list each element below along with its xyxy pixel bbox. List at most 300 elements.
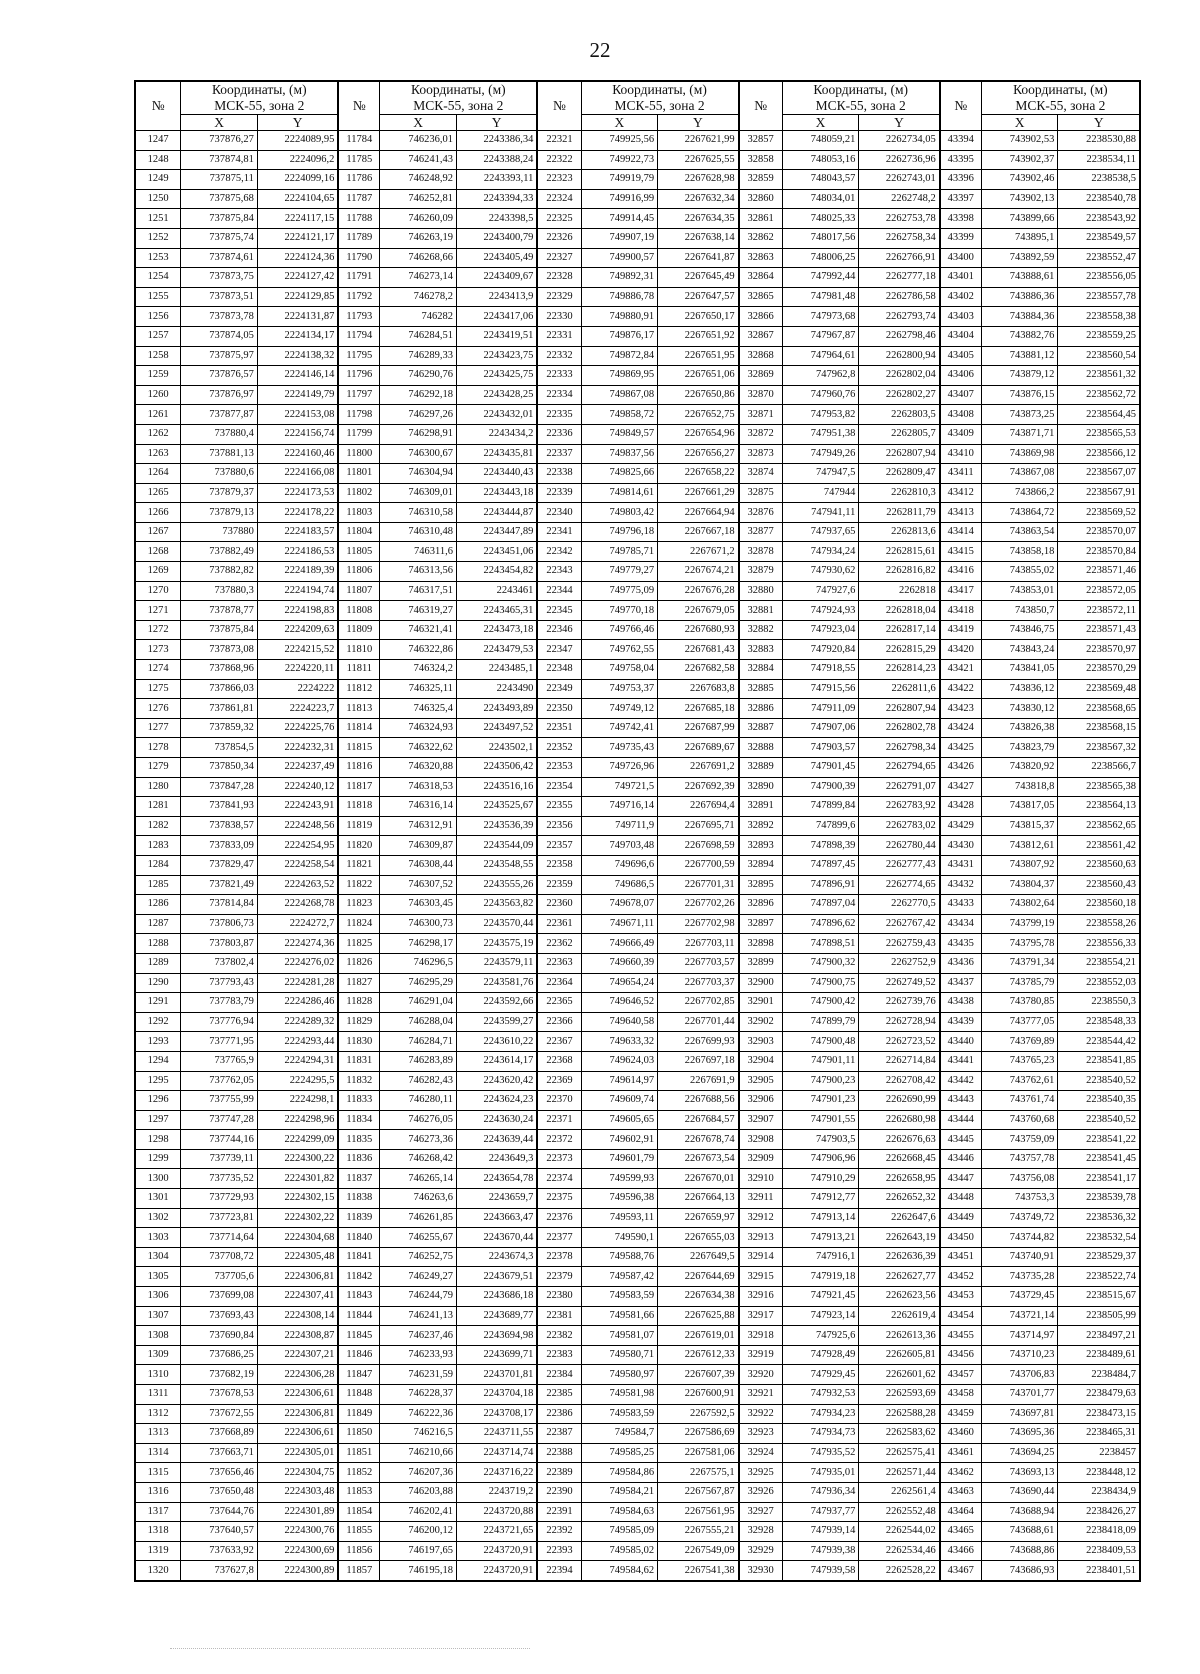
table-row [135, 1287, 1140, 1307]
y-coordinate: 2243405,49 [456, 248, 537, 268]
x-coordinate: 743902,13 [981, 189, 1058, 209]
table-row [135, 738, 1140, 758]
point-number: 43424 [940, 718, 982, 738]
point-number: 22387 [537, 1424, 581, 1444]
x-coordinate: 746295,29 [380, 973, 457, 993]
y-coordinate: 2243624,23 [456, 1091, 537, 1111]
x-coordinate: 737686,25 [181, 1345, 258, 1365]
table-row [135, 1345, 1140, 1365]
x-coordinate: 743714,97 [981, 1326, 1058, 1346]
coords-label: Координаты, (м) [612, 82, 707, 97]
table-row [135, 1541, 1140, 1561]
point-number: 32890 [739, 777, 783, 797]
y-coordinate: 2224099,16 [257, 170, 338, 190]
point-number: 32858 [739, 150, 783, 170]
point-number: 22337 [537, 444, 581, 464]
point-number: 32924 [739, 1443, 783, 1463]
x-coordinate: 743863,54 [981, 522, 1058, 542]
y-coordinate: 2262802,04 [859, 366, 940, 386]
x-coordinate: 743744,82 [981, 1228, 1058, 1248]
x-coordinate: 747915,56 [782, 679, 859, 699]
y-coordinate: 2243720,91 [456, 1541, 537, 1561]
y-coordinate: 2243599,27 [456, 1012, 537, 1032]
x-coordinate: 749753,37 [581, 679, 658, 699]
x-coordinate: 746304,94 [380, 464, 457, 484]
y-coordinate: 2224096,2 [257, 150, 338, 170]
point-number: 32859 [739, 170, 783, 190]
x-coordinate: 737739,11 [181, 1149, 258, 1169]
x-coordinate: 746324,2 [380, 660, 457, 680]
y-coordinate: 2262798,34 [859, 738, 940, 758]
x-coordinate: 749758,04 [581, 660, 658, 680]
x-coordinate: 737640,57 [181, 1522, 258, 1542]
x-coordinate: 749584,62 [581, 1561, 658, 1581]
table-row [135, 1091, 1140, 1111]
y-coordinate: 2267698,59 [658, 836, 739, 856]
x-coordinate: 747898,39 [782, 836, 859, 856]
point-number: 32899 [739, 953, 783, 973]
point-number: 32907 [739, 1110, 783, 1130]
point-number: 22333 [537, 366, 581, 386]
y-coordinate: 2238560,43 [1058, 875, 1140, 895]
x-header: X [981, 115, 1058, 131]
x-coordinate: 746300,67 [380, 444, 457, 464]
point-number: 43465 [940, 1522, 982, 1542]
y-coordinate: 2238561,42 [1058, 836, 1140, 856]
x-coordinate: 746261,85 [380, 1208, 457, 1228]
point-number: 11847 [338, 1365, 380, 1385]
y-coordinate: 2238540,78 [1058, 189, 1140, 209]
point-number: 22356 [537, 816, 581, 836]
y-coordinate: 2243686,18 [456, 1287, 537, 1307]
x-coordinate: 747896,91 [782, 875, 859, 895]
point-number: 43419 [940, 620, 982, 640]
y-coordinate: 2224186,53 [257, 542, 338, 562]
y-coordinate: 2224298,1 [257, 1091, 338, 1111]
x-coordinate: 737874,61 [181, 248, 258, 268]
table-row [135, 522, 1140, 542]
point-number: 1297 [135, 1110, 181, 1130]
table-row [135, 444, 1140, 464]
point-number: 22384 [537, 1365, 581, 1385]
x-coordinate: 749742,41 [581, 718, 658, 738]
point-number: 1290 [135, 973, 181, 993]
point-number: 22357 [537, 836, 581, 856]
table-row [135, 562, 1140, 582]
y-coordinate: 2267652,75 [658, 405, 739, 425]
y-coordinate: 2224220,11 [257, 660, 338, 680]
point-number: 32926 [739, 1482, 783, 1502]
y-coordinate: 2267683,8 [658, 679, 739, 699]
x-coordinate: 743777,05 [981, 1012, 1058, 1032]
point-number: 1269 [135, 562, 181, 582]
point-number: 32927 [739, 1502, 783, 1522]
y-header: Y [456, 115, 537, 131]
x-coordinate: 737866,03 [181, 679, 258, 699]
x-coordinate: 743882,76 [981, 326, 1058, 346]
x-coordinate: 743850,7 [981, 601, 1058, 621]
y-coordinate: 2224189,39 [257, 562, 338, 582]
table-row [135, 248, 1140, 268]
y-coordinate: 2224173,53 [257, 483, 338, 503]
y-coordinate: 2224209,63 [257, 620, 338, 640]
point-number: 1301 [135, 1189, 181, 1209]
y-coordinate: 2267661,29 [658, 483, 739, 503]
point-number: 11785 [338, 150, 380, 170]
point-number: 1252 [135, 228, 181, 248]
x-coordinate: 743769,89 [981, 1032, 1058, 1052]
table-row [135, 1404, 1140, 1424]
table-row [135, 483, 1140, 503]
x-coordinate: 743812,61 [981, 836, 1058, 856]
point-number: 1306 [135, 1287, 181, 1307]
table-row [135, 189, 1140, 209]
y-coordinate: 2262817,14 [859, 620, 940, 640]
x-coordinate: 746278,2 [380, 287, 457, 307]
x-coordinate: 749749,12 [581, 699, 658, 719]
y-coordinate: 2224298,96 [257, 1110, 338, 1130]
x-coordinate: 747934,24 [782, 542, 859, 562]
x-coordinate: 746233,93 [380, 1345, 457, 1365]
point-number: 1281 [135, 797, 181, 817]
y-coordinate: 2267664,94 [658, 503, 739, 523]
x-coordinate: 737729,93 [181, 1189, 258, 1209]
point-number: 22359 [537, 875, 581, 895]
x-coordinate: 737881,13 [181, 444, 258, 464]
x-coordinate: 737644,76 [181, 1502, 258, 1522]
table-row [135, 464, 1140, 484]
coords-header [981, 81, 1140, 115]
point-number: 1295 [135, 1071, 181, 1091]
x-coordinate: 748043,57 [782, 170, 859, 190]
x-coordinate: 743686,93 [981, 1561, 1058, 1581]
x-coordinate: 743697,81 [981, 1404, 1058, 1424]
x-coordinate: 737861,81 [181, 699, 258, 719]
y-coordinate: 2224300,69 [257, 1541, 338, 1561]
x-coordinate: 746252,75 [380, 1247, 457, 1267]
y-coordinate: 2243409,67 [456, 268, 537, 288]
y-coordinate: 2243497,52 [456, 718, 537, 738]
x-coordinate: 747951,38 [782, 424, 859, 444]
y-coordinate: 2243592,66 [456, 993, 537, 1013]
y-coordinate: 2267656,27 [658, 444, 739, 464]
x-coordinate: 737876,57 [181, 366, 258, 386]
point-number: 32893 [739, 836, 783, 856]
x-coordinate: 747923,14 [782, 1306, 859, 1326]
x-coordinate: 737877,87 [181, 405, 258, 425]
y-coordinate: 2267644,69 [658, 1267, 739, 1287]
point-number: 11854 [338, 1502, 380, 1522]
table-row [135, 1208, 1140, 1228]
table-row [135, 1012, 1140, 1032]
x-coordinate: 743841,05 [981, 660, 1058, 680]
y-coordinate: 2238560,63 [1058, 855, 1140, 875]
x-coordinate: 746280,11 [380, 1091, 457, 1111]
point-number: 1280 [135, 777, 181, 797]
x-coordinate: 749711,9 [581, 816, 658, 836]
x-header: X [782, 115, 859, 131]
table-row [135, 679, 1140, 699]
y-coordinate: 2238564,13 [1058, 797, 1140, 817]
y-coordinate: 2267619,01 [658, 1326, 739, 1346]
x-coordinate: 747927,6 [782, 581, 859, 601]
y-coordinate: 2262734,05 [859, 131, 940, 151]
point-number: 32860 [739, 189, 783, 209]
coords-header [380, 81, 538, 115]
x-coordinate: 737833,09 [181, 836, 258, 856]
y-coordinate: 2238543,92 [1058, 209, 1140, 229]
table-row [135, 268, 1140, 288]
y-coordinate: 2243428,25 [456, 385, 537, 405]
x-coordinate: 743836,12 [981, 679, 1058, 699]
x-coordinate: 749803,42 [581, 503, 658, 523]
x-coordinate: 746203,88 [380, 1482, 457, 1502]
x-coordinate: 737882,49 [181, 542, 258, 562]
point-number: 11830 [338, 1032, 380, 1052]
x-coordinate: 747941,11 [782, 503, 859, 523]
y-coordinate: 2262807,94 [859, 444, 940, 464]
point-number: 32878 [739, 542, 783, 562]
x-coordinate: 746237,46 [380, 1326, 457, 1346]
table-row [135, 1326, 1140, 1346]
y-coordinate: 2238572,11 [1058, 601, 1140, 621]
y-coordinate: 2262690,99 [859, 1091, 940, 1111]
x-coordinate: 743881,12 [981, 346, 1058, 366]
y-coordinate: 2267684,57 [658, 1110, 739, 1130]
x-coordinate: 747939,14 [782, 1522, 859, 1542]
y-coordinate: 2238522,74 [1058, 1267, 1140, 1287]
point-number: 43460 [940, 1424, 982, 1444]
point-number: 32871 [739, 405, 783, 425]
point-number: 1282 [135, 816, 181, 836]
y-coordinate: 2238571,46 [1058, 562, 1140, 582]
point-number: 22321 [537, 131, 581, 151]
y-coordinate: 2224304,75 [257, 1463, 338, 1483]
x-coordinate: 743843,24 [981, 640, 1058, 660]
x-coordinate: 746236,01 [380, 131, 457, 151]
point-number: 22394 [537, 1561, 581, 1581]
x-coordinate: 746241,13 [380, 1306, 457, 1326]
y-coordinate: 2238426,27 [1058, 1502, 1140, 1522]
table-row [135, 366, 1140, 386]
y-coordinate: 2224306,81 [257, 1267, 338, 1287]
y-coordinate: 2238570,84 [1058, 542, 1140, 562]
point-number: 11794 [338, 326, 380, 346]
point-number: 32864 [739, 268, 783, 288]
y-coordinate: 2267678,74 [658, 1130, 739, 1150]
y-coordinate: 2267634,38 [658, 1287, 739, 1307]
point-number: 1294 [135, 1051, 181, 1071]
point-number: 1302 [135, 1208, 181, 1228]
x-coordinate: 747900,32 [782, 953, 859, 973]
x-coordinate: 747935,01 [782, 1463, 859, 1483]
x-coordinate: 743759,09 [981, 1130, 1058, 1150]
x-coordinate: 747939,58 [782, 1561, 859, 1581]
x-coordinate: 749583,59 [581, 1287, 658, 1307]
y-coordinate: 2262794,65 [859, 758, 940, 778]
y-coordinate: 2262805,7 [859, 424, 940, 444]
x-coordinate: 746222,36 [380, 1404, 457, 1424]
table-row [135, 855, 1140, 875]
y-coordinate: 2267701,31 [658, 875, 739, 895]
y-coordinate: 2224166,08 [257, 464, 338, 484]
x-coordinate: 747900,39 [782, 777, 859, 797]
y-coordinate: 2267651,06 [658, 366, 739, 386]
x-coordinate: 737802,4 [181, 953, 258, 973]
point-number: 43453 [940, 1287, 982, 1307]
x-coordinate: 747901,55 [782, 1110, 859, 1130]
x-coordinate: 746197,65 [380, 1541, 457, 1561]
point-number: 32925 [739, 1463, 783, 1483]
x-coordinate: 746282,43 [380, 1071, 457, 1091]
y-coordinate: 2262636,39 [859, 1247, 940, 1267]
y-coordinate: 2243485,1 [456, 660, 537, 680]
y-coordinate: 2267703,11 [658, 934, 739, 954]
x-coordinate: 746216,5 [380, 1424, 457, 1444]
point-number: 11832 [338, 1071, 380, 1091]
y-coordinate: 2243689,77 [456, 1306, 537, 1326]
y-coordinate: 2267692,39 [658, 777, 739, 797]
y-coordinate: 2267581,06 [658, 1443, 739, 1463]
table-row [135, 601, 1140, 621]
x-coordinate: 746300,73 [380, 914, 457, 934]
point-number: 22323 [537, 170, 581, 190]
table-row [135, 131, 1140, 151]
y-coordinate: 2238544,42 [1058, 1032, 1140, 1052]
y-coordinate: 2238571,43 [1058, 620, 1140, 640]
y-coordinate: 2238465,31 [1058, 1424, 1140, 1444]
y-coordinate: 2262583,62 [859, 1424, 940, 1444]
x-coordinate: 747896,62 [782, 914, 859, 934]
x-coordinate: 737663,71 [181, 1443, 258, 1463]
point-number: 32918 [739, 1326, 783, 1346]
x-coordinate: 747992,44 [782, 268, 859, 288]
y-coordinate: 2238541,85 [1058, 1051, 1140, 1071]
x-coordinate: 737821,49 [181, 875, 258, 895]
point-number: 43417 [940, 581, 982, 601]
y-coordinate: 2262743,01 [859, 170, 940, 190]
x-coordinate: 746325,4 [380, 699, 457, 719]
x-coordinate: 747947,5 [782, 464, 859, 484]
x-coordinate: 737880,6 [181, 464, 258, 484]
y-coordinate: 2262783,92 [859, 797, 940, 817]
point-number: 11833 [338, 1091, 380, 1111]
point-number: 1305 [135, 1267, 181, 1287]
point-number: 11806 [338, 562, 380, 582]
table-row [135, 228, 1140, 248]
y-coordinate: 2224294,31 [257, 1051, 338, 1071]
x-coordinate: 737873,51 [181, 287, 258, 307]
y-coordinate: 2243708,17 [456, 1404, 537, 1424]
x-coordinate: 746260,09 [380, 209, 457, 229]
point-number: 22334 [537, 385, 581, 405]
point-number: 1278 [135, 738, 181, 758]
y-coordinate: 2267650,86 [658, 385, 739, 405]
x-coordinate: 743853,01 [981, 581, 1058, 601]
y-coordinate: 2224274,36 [257, 934, 338, 954]
y-coordinate: 2262575,41 [859, 1443, 940, 1463]
y-coordinate: 2267694,4 [658, 797, 739, 817]
coordinates-table [134, 80, 1141, 1582]
y-coordinate: 2224276,02 [257, 953, 338, 973]
x-coordinate: 743830,12 [981, 699, 1058, 719]
x-coordinate: 747967,87 [782, 326, 859, 346]
point-number: 11844 [338, 1306, 380, 1326]
point-number: 1260 [135, 385, 181, 405]
y-coordinate: 2262588,28 [859, 1404, 940, 1424]
y-coordinate: 2238473,15 [1058, 1404, 1140, 1424]
x-coordinate: 749585,25 [581, 1443, 658, 1463]
table-row [135, 1502, 1140, 1522]
x-coordinate: 737875,74 [181, 228, 258, 248]
y-coordinate: 2224300,22 [257, 1149, 338, 1169]
y-coordinate: 2267659,97 [658, 1208, 739, 1228]
x-coordinate: 749671,11 [581, 914, 658, 934]
y-coordinate: 2238541,45 [1058, 1149, 1140, 1169]
y-coordinate: 2267691,9 [658, 1071, 739, 1091]
point-number: 43467 [940, 1561, 982, 1581]
num-header: № [338, 81, 380, 131]
x-coordinate: 749814,61 [581, 483, 658, 503]
y-coordinate: 2243563,82 [456, 895, 537, 915]
point-number: 1285 [135, 875, 181, 895]
y-coordinate: 2238554,21 [1058, 953, 1140, 973]
x-coordinate: 747936,34 [782, 1482, 859, 1502]
point-number: 32920 [739, 1365, 783, 1385]
x-coordinate: 749596,38 [581, 1189, 658, 1209]
y-coordinate: 2243670,44 [456, 1228, 537, 1248]
x-coordinate: 747897,45 [782, 855, 859, 875]
point-number: 43433 [940, 895, 982, 915]
y-coordinate: 2243419,51 [456, 326, 537, 346]
x-coordinate: 747900,42 [782, 993, 859, 1013]
x-coordinate: 749583,59 [581, 1404, 658, 1424]
y-coordinate: 2262613,36 [859, 1326, 940, 1346]
point-number: 43429 [940, 816, 982, 836]
system-label: МСК-55, зона 2 [1015, 98, 1106, 113]
y-coordinate: 2262811,6 [859, 679, 940, 699]
table-row [135, 150, 1140, 170]
x-coordinate: 737838,57 [181, 816, 258, 836]
point-number: 22324 [537, 189, 581, 209]
point-number: 1283 [135, 836, 181, 856]
x-coordinate: 746291,04 [380, 993, 457, 1013]
x-header: X [380, 115, 457, 131]
point-number: 43409 [940, 424, 982, 444]
x-coordinate: 747937,77 [782, 1502, 859, 1522]
point-number: 22386 [537, 1404, 581, 1424]
y-coordinate: 2224306,61 [257, 1385, 338, 1405]
x-coordinate: 743762,61 [981, 1071, 1058, 1091]
y-coordinate: 2238558,26 [1058, 914, 1140, 934]
point-number: 22360 [537, 895, 581, 915]
point-number: 22332 [537, 346, 581, 366]
x-header: X [181, 115, 258, 131]
table-row [135, 1561, 1140, 1581]
point-number: 11810 [338, 640, 380, 660]
y-coordinate: 2262813,6 [859, 522, 940, 542]
x-coordinate: 737876,27 [181, 131, 258, 151]
y-coordinate: 2243699,71 [456, 1345, 537, 1365]
x-coordinate: 746210,66 [380, 1443, 457, 1463]
y-coordinate: 2267632,34 [658, 189, 739, 209]
x-coordinate: 743846,75 [981, 620, 1058, 640]
x-coordinate: 746324,93 [380, 718, 457, 738]
y-coordinate: 2243525,67 [456, 797, 537, 817]
x-coordinate: 737762,05 [181, 1071, 258, 1091]
point-number: 22340 [537, 503, 581, 523]
y-coordinate: 2238540,35 [1058, 1091, 1140, 1111]
